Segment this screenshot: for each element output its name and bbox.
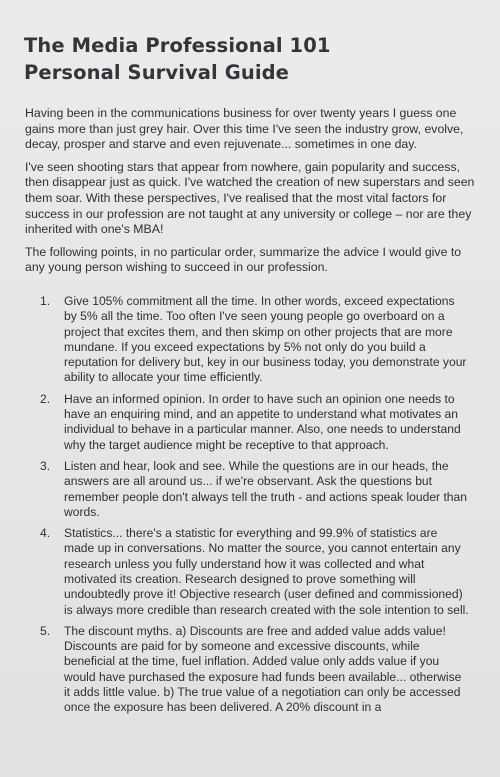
title-line-1: The Media Professional 101: [24, 34, 331, 57]
intro-paragraph: I've seen shooting stars that appear from nowhere, gain popularity and success, then disappear just as quick. I've watched the creation of new superstars and seen them soar. With these perspectives, I've realised that the most vital factors for success in our profession are not taught at any university or college – nor are they inherited with one's MBA!: [25, 159, 475, 237]
list-item-text: Statistics... there's a statistic for everything and 99.9% of statistics are made up in conversations. No matter the source, you cannot entertain any research unless you fully understand how it was collected and what motivated its creation. Research designed to prove something will undoubtedly prove it! Objective research (user defined and commissioned) is always more credible than research created with the sole intention to sell.: [64, 526, 469, 617]
list-item-number: 4.: [40, 526, 51, 541]
list-item-number: 5.: [40, 623, 51, 638]
intro-paragraph: The following points, in no particular order, summarize the advice I would give to any young person wishing to succeed in our profession.: [25, 244, 462, 275]
advice-list: [24, 294, 478, 716]
list-item-number: 1.: [40, 293, 51, 308]
list-item: [40, 294, 478, 386]
list-item-text: The discount myths. a) Discounts are free and added value adds value! Discounts are paid for by someone and excessive discounts, while beneficial at the time, fuel inflation. Added value only adds value if you would have purchased the exposure had funds been available... otherwise it adds little value. b) The true value of a negotiation can only be accessed once the exposure has been delivered. A 20% discount in a: [64, 623, 462, 715]
list-item: [40, 392, 478, 453]
list-item-number: 2.: [40, 391, 51, 406]
list-item-text: Have an informed opinion. In order to have such an opinion one needs to have an enquiring mind, and an appetite to understand what motivates an individual to behave in a particular manner. Also, one needs to understand why the target audience might be receptive to that approach.: [64, 391, 461, 452]
list-item-text: Give 105% commitment all the time. In other words, exceed expectations by 5% all the time. Too often I've seen young people go overboard on a project that excites them, and then skimp on other projects that are more mundane. If you exceed expectations by 5% not only do you build a reputation for delivery but, key in our business today, you demonstrate your ability to allocate your time efficiently.: [64, 293, 467, 385]
list-item-text: Listen and hear, look and see. While the questions are in our heads, the answers are all around us... if we're observant. Ask the questions but remember people don't always tell the truth - and actions speak louder than words.: [64, 458, 467, 519]
page-title: [24, 32, 478, 86]
list-item: [40, 526, 478, 618]
title-line-2: Personal Survival Guide: [24, 61, 289, 84]
intro-paragraph: Having been in the communications business for over twenty years I guess one gains more than just grey hair. Over this time I've seen the industry grow, evolve, decay, prosper and starve and even rejuvenate... sometimes in one day.: [25, 106, 464, 152]
list-item: [40, 624, 478, 716]
list-item: [40, 459, 478, 520]
intro-section: [24, 106, 478, 276]
list-item-number: 3.: [40, 458, 51, 473]
